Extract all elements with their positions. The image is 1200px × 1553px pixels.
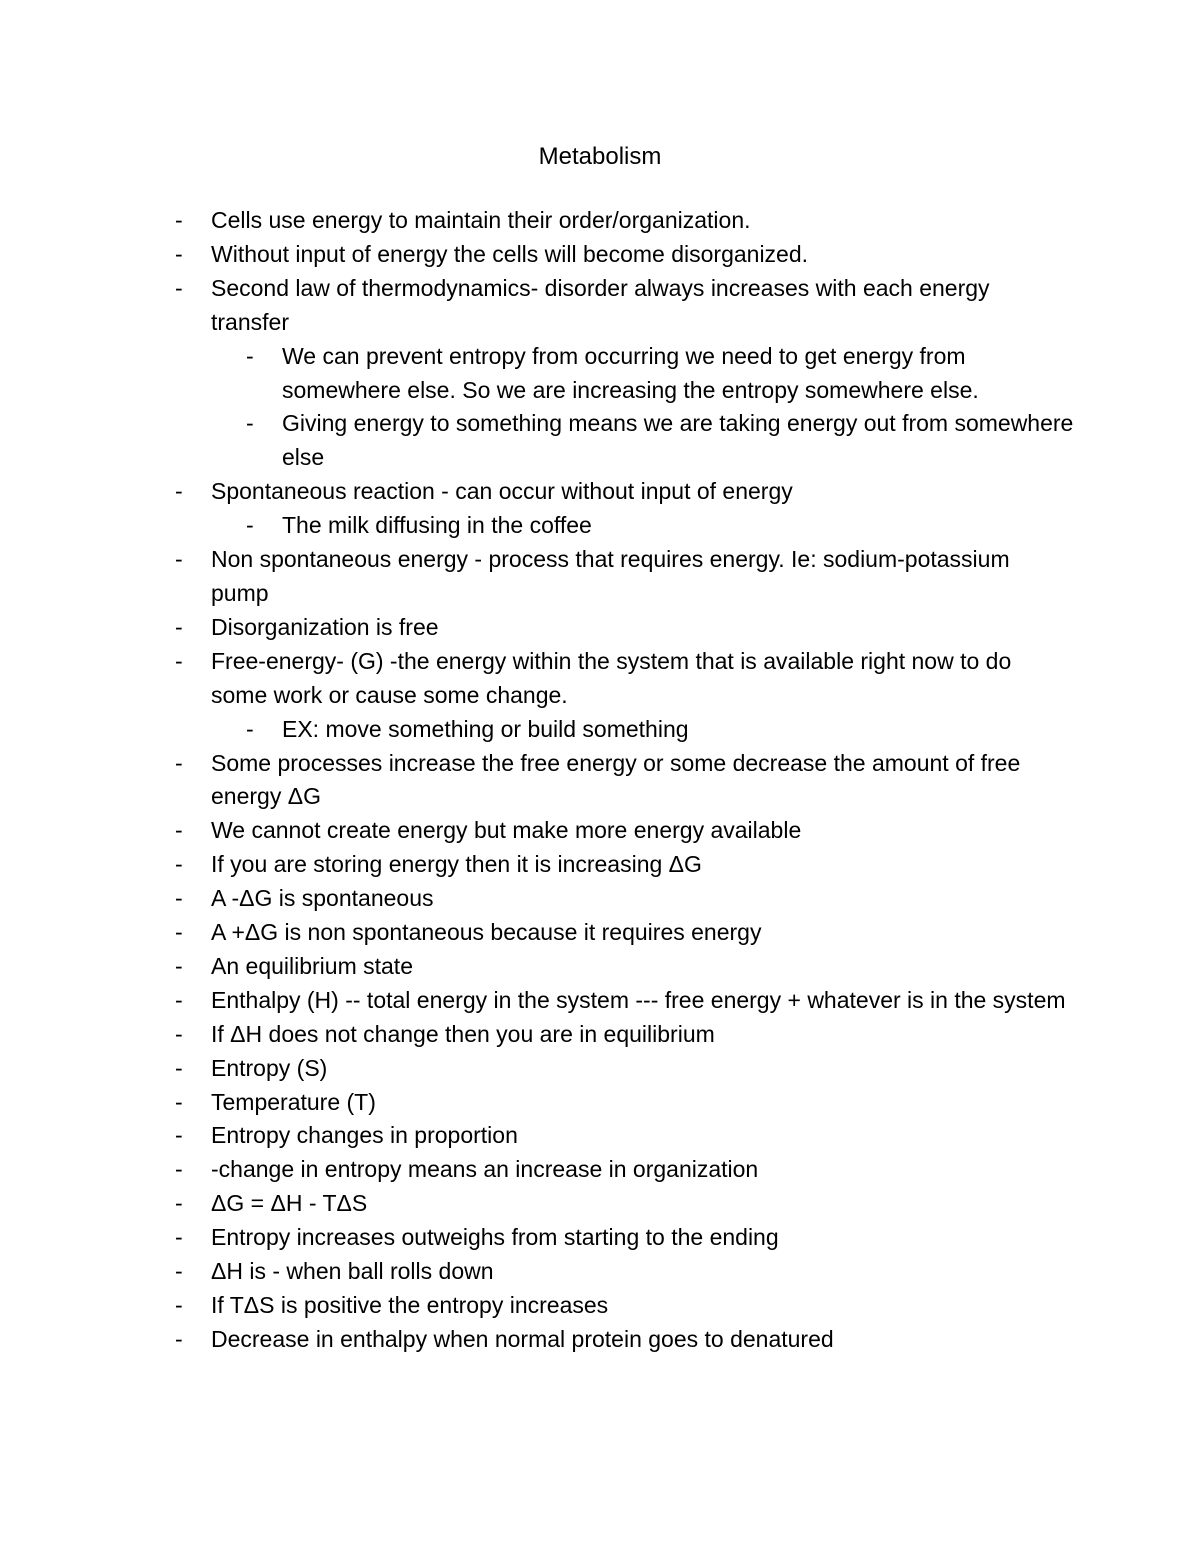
sub-list-item xyxy=(246,407,1082,475)
list-item xyxy=(175,814,1071,848)
bullet-dash: - xyxy=(175,952,183,979)
list-item-text: If ΔH does not change then you are in equilibrium xyxy=(211,1020,715,1047)
bullet-dash: - xyxy=(175,1224,183,1251)
list-item xyxy=(175,984,1071,1018)
bullet-list xyxy=(0,204,1200,1357)
list-item xyxy=(175,916,1071,950)
list-item-text: A +ΔG is non spontaneous because it requires energy xyxy=(211,919,762,946)
list-item xyxy=(175,1255,1071,1289)
page-title: Metabolism xyxy=(538,143,662,170)
bullet-dash: - xyxy=(175,478,183,505)
list-item-text: Without input of energy the cells will become disorganized. xyxy=(211,240,809,267)
list-item-text: Entropy increases outweighs from starting to the ending xyxy=(211,1224,779,1251)
list-item xyxy=(175,950,1071,984)
bullet-dash: - xyxy=(175,1325,183,1352)
sub-list-item xyxy=(246,340,1082,408)
list-item-text: ΔG = ΔH - TΔS xyxy=(211,1190,368,1217)
list-item xyxy=(175,1018,1071,1052)
list-item-text: EX: move something or build something xyxy=(282,715,689,742)
list-item-text: Non spontaneous energy - process that requires energy. Ie: sodium-potassium pump xyxy=(211,546,1010,606)
bullet-dash: - xyxy=(175,240,183,267)
list-item-text: If you are storing energy then it is increasing ΔG xyxy=(211,851,702,878)
list-item-text: Giving energy to something means we are taking energy out from somewhere else xyxy=(282,410,1074,471)
bullet-dash: - xyxy=(175,885,183,912)
list-item xyxy=(175,611,1071,645)
list-item xyxy=(175,1153,1071,1187)
list-item-text: Second law of thermodynamics- disorder always increases with each energy transfer xyxy=(211,274,990,335)
list-item xyxy=(175,848,1071,882)
list-item-text: ΔH is - when ball rolls down xyxy=(211,1258,494,1285)
list-item-text: Temperature (T) xyxy=(211,1088,376,1115)
list-item-text: Disorganization is free xyxy=(211,613,439,640)
list-item-text: Decrease in enthalpy when normal protein goes to denatured xyxy=(211,1325,834,1352)
bullet-dash: - xyxy=(175,1258,183,1285)
list-item-text: Spontaneous reaction - can occur without input of energy xyxy=(211,478,793,505)
list-item-text: -change in entropy means an increase in organization xyxy=(211,1156,759,1183)
list-item xyxy=(175,1221,1071,1255)
list-item xyxy=(175,1086,1071,1120)
bullet-dash: - xyxy=(175,1088,183,1115)
bullet-dash: - xyxy=(246,715,254,742)
bullet-dash: - xyxy=(175,546,183,573)
list-item-text: Entropy changes in proportion xyxy=(211,1122,518,1149)
bullet-dash: - xyxy=(175,749,183,776)
list-item xyxy=(175,1119,1071,1153)
list-item xyxy=(175,1187,1071,1221)
bullet-dash: - xyxy=(175,817,183,844)
bullet-dash: - xyxy=(175,1122,183,1149)
list-item xyxy=(175,475,1071,509)
list-item xyxy=(175,204,1071,238)
bullet-dash: - xyxy=(175,1156,183,1183)
list-item xyxy=(175,1052,1071,1086)
bullet-dash: - xyxy=(246,512,254,539)
bullet-dash: - xyxy=(175,986,183,1013)
list-item-text: Entropy (S) xyxy=(211,1054,328,1081)
list-item-text: Cells use energy to maintain their order/organization. xyxy=(211,207,751,233)
list-item xyxy=(175,238,1071,272)
bullet-dash: - xyxy=(175,613,183,640)
bullet-dash: - xyxy=(175,919,183,946)
bullet-dash: - xyxy=(175,274,183,301)
list-item xyxy=(175,1323,1071,1357)
list-item xyxy=(175,272,1071,340)
sub-list-item xyxy=(246,713,1082,747)
list-item-text: Free-energy- (G) -the energy within the system that is available right now to do some work or cause some change. xyxy=(211,647,1012,708)
list-item xyxy=(175,747,1071,815)
bullet-dash: - xyxy=(175,1190,183,1217)
list-item-text: A -ΔG is spontaneous xyxy=(211,885,434,912)
bullet-dash: - xyxy=(175,1292,183,1318)
bullet-dash: - xyxy=(175,647,183,674)
list-item-text: If TΔS is positive the entropy increases xyxy=(211,1292,609,1318)
bullet-dash: - xyxy=(175,1020,183,1047)
bullet-dash: - xyxy=(246,342,254,369)
bullet-dash: - xyxy=(246,410,254,437)
bullet-dash: - xyxy=(175,851,183,878)
list-item-text: An equilibrium state xyxy=(211,952,413,979)
list-item-text: The milk diffusing in the coffee xyxy=(282,512,592,539)
list-item-text: Enthalpy (H) -- total energy in the system --- free energy + whatever is in the system xyxy=(211,986,1066,1013)
bullet-dash: - xyxy=(175,207,183,233)
list-item xyxy=(175,543,1071,611)
sub-list-item xyxy=(246,509,1082,543)
bullet-dash: - xyxy=(175,1054,183,1081)
list-item-text: Some processes increase the free energy or some decrease the amount of free energy ΔG xyxy=(211,749,1021,810)
list-item xyxy=(175,1289,1071,1323)
list-item xyxy=(175,645,1071,713)
list-item-text: We cannot create energy but make more energy available xyxy=(211,817,802,844)
list-item-text: We can prevent entropy from occurring we need to get energy from somewhere else. So we are increasing the entropy somewhere else. xyxy=(282,342,979,403)
list-item xyxy=(175,882,1071,916)
